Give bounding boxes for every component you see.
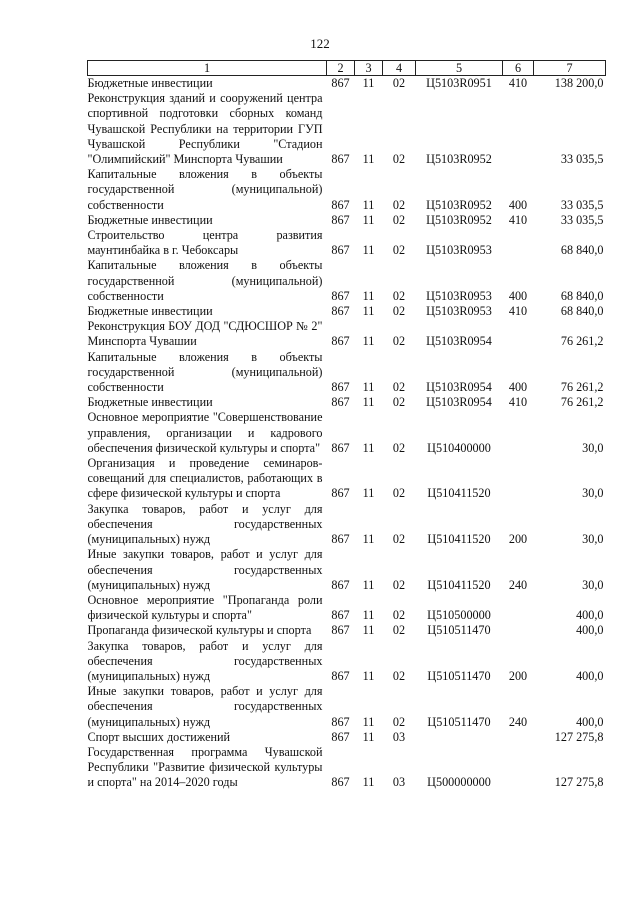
row-admin-code-cell: 867 <box>331 212 350 227</box>
column-header-1: 1 <box>88 61 327 76</box>
row-amount-cell: 400,0 <box>576 714 604 729</box>
row-amount-cell: 68 840,0 <box>560 243 604 258</box>
table-body <box>88 76 606 791</box>
row-name-cell: Капитальные вложения в объекты государственной (муниципальной) собственности <box>87 167 323 212</box>
row-admin-code-cell: 867 <box>331 197 350 212</box>
row-section-cell: 11 <box>362 243 375 258</box>
table-row <box>88 167 606 213</box>
row-target-code-cell: Ц5103R0953 <box>426 304 492 319</box>
row-name-cell: Иные закупки товаров, работ и услуг для обеспечения государственных (муниципальных) нужд <box>87 547 323 592</box>
table-row <box>88 350 606 396</box>
row-expense-type-cell: 410 <box>508 395 528 410</box>
row-subsection-cell: 02 <box>392 608 406 623</box>
row-name-cell: Пропаганда физической культуры и спорта <box>87 623 312 638</box>
row-target-code-cell: Ц510400000 <box>427 440 491 455</box>
row-admin-code-cell: 867 <box>331 623 350 638</box>
row-admin-code-cell: 867 <box>331 288 350 303</box>
row-section-cell: 11 <box>362 668 375 683</box>
row-admin-code-cell: 867 <box>331 775 350 790</box>
row-admin-code-cell: 867 <box>331 729 350 744</box>
table-row <box>88 730 606 745</box>
row-amount-cell: 33 035,5 <box>560 152 604 167</box>
row-name-cell: Реконструкция БОУ ДОД "СДЮСШОР № 2" Минспорта Чувашии <box>87 319 323 349</box>
row-name-cell: Бюджетные инвестиции <box>87 395 213 410</box>
table-row <box>88 91 606 167</box>
row-admin-code-cell: 867 <box>331 668 350 683</box>
table-row <box>88 410 606 456</box>
row-expense-type-cell <box>503 730 534 745</box>
row-subsection-cell: 02 <box>392 304 406 319</box>
row-admin-code-cell: 867 <box>331 608 350 623</box>
row-subsection-cell: 02 <box>392 395 406 410</box>
row-amount-cell: 400,0 <box>576 608 604 623</box>
row-admin-code-cell: 867 <box>331 532 350 547</box>
row-expense-type-cell: 410 <box>508 304 528 319</box>
row-expense-type-cell: 200 <box>508 668 528 683</box>
column-header-4: 4 <box>383 61 416 76</box>
column-header-7: 7 <box>534 61 606 76</box>
row-name-cell: Организация и проведение семинаров-совещаний для специалистов, работающих в сфере физической культуры и спорта <box>87 456 323 501</box>
table-row <box>88 258 606 304</box>
row-subsection-cell: 02 <box>392 380 406 395</box>
table-row <box>88 395 606 410</box>
row-section-cell: 11 <box>362 304 375 319</box>
row-admin-code-cell: 867 <box>331 152 350 167</box>
row-subsection-cell: 02 <box>392 212 406 227</box>
row-amount-cell: 76 261,2 <box>560 380 604 395</box>
row-expense-type-cell <box>503 91 534 167</box>
row-target-code-cell: Ц5103R0951 <box>426 76 492 90</box>
row-expense-type-cell <box>503 319 534 349</box>
row-expense-type-cell <box>503 410 534 456</box>
row-section-cell: 11 <box>362 212 375 227</box>
table-row <box>88 639 606 685</box>
row-amount-cell: 400,0 <box>576 623 604 638</box>
table-row <box>88 213 606 228</box>
row-name-cell: Иные закупки товаров, работ и услуг для обеспечения государственных (муниципальных) нужд <box>87 684 323 729</box>
row-name-cell: Бюджетные инвестиции <box>87 76 213 90</box>
table-row <box>88 623 606 638</box>
row-target-code-cell: Ц5103R0954 <box>426 334 492 349</box>
row-amount-cell: 76 261,2 <box>560 334 604 349</box>
table-row <box>88 319 606 349</box>
table-row <box>88 76 606 92</box>
row-amount-cell: 30,0 <box>582 486 604 501</box>
row-section-cell: 11 <box>362 775 375 790</box>
row-target-code-cell: Ц5103R0953 <box>426 288 492 303</box>
row-amount-cell: 30,0 <box>582 577 604 592</box>
row-expense-type-cell <box>503 623 534 638</box>
row-admin-code-cell: 867 <box>331 577 350 592</box>
column-header-5: 5 <box>416 61 503 76</box>
table-header <box>88 61 606 76</box>
row-name-cell: Капитальные вложения в объекты государственной (муниципальной) собственности <box>87 258 323 303</box>
row-subsection-cell: 02 <box>392 577 406 592</box>
row-name-cell: Закупка товаров, работ и услуг для обеспечения государственных (муниципальных) нужд <box>87 501 323 547</box>
row-amount-cell: 30,0 <box>582 440 604 455</box>
row-amount-cell: 138 200,0 <box>554 76 604 90</box>
row-admin-code-cell: 867 <box>331 380 350 395</box>
row-expense-type-cell: 410 <box>508 212 528 227</box>
row-expense-type-cell <box>503 456 534 502</box>
row-target-code-cell: Ц510511470 <box>427 668 491 683</box>
row-admin-code-cell: 867 <box>331 243 350 258</box>
row-name-cell: Капитальные вложения в объекты государственной (муниципальной) собственности <box>87 349 323 395</box>
row-target-code-cell: Ц510411520 <box>427 532 491 547</box>
row-section-cell: 11 <box>362 152 375 167</box>
table-row <box>88 547 606 593</box>
row-amount-cell: 127 275,8 <box>554 775 604 790</box>
row-amount-cell: 33 035,5 <box>560 212 604 227</box>
column-header-3: 3 <box>355 61 383 76</box>
table-row <box>88 502 606 548</box>
row-admin-code-cell: 867 <box>331 334 350 349</box>
row-target-code-cell: Ц5103R0952 <box>426 212 492 227</box>
row-name-cell: Бюджетные инвестиции <box>87 304 213 319</box>
row-section-cell: 11 <box>362 608 375 623</box>
row-section-cell: 11 <box>362 714 375 729</box>
row-amount-cell: 30,0 <box>582 532 604 547</box>
row-subsection-cell: 02 <box>392 532 406 547</box>
row-subsection-cell: 02 <box>392 288 406 303</box>
row-amount-cell: 68 840,0 <box>560 304 604 319</box>
row-target-code-cell: Ц510411520 <box>427 486 491 501</box>
row-expense-type-cell: 240 <box>508 577 528 592</box>
row-admin-code-cell: 867 <box>331 714 350 729</box>
row-section-cell: 11 <box>362 623 375 638</box>
row-name-cell: Закупка товаров, работ и услуг для обеспечения государственных (муниципальных) нужд <box>87 638 323 683</box>
row-name-cell: Основное мероприятие "Пропаганда роли физической культуры и спорта" <box>87 592 323 623</box>
table-row <box>88 745 606 791</box>
row-target-code-cell: Ц500000000 <box>427 775 491 790</box>
row-section-cell: 11 <box>362 395 375 410</box>
row-target-code-cell: Ц510411520 <box>427 577 491 592</box>
row-expense-type-cell <box>503 745 534 791</box>
row-subsection-cell: 02 <box>392 668 406 683</box>
row-expense-type-cell <box>503 593 534 623</box>
row-amount-cell: 33 035,5 <box>560 197 604 212</box>
row-subsection-cell: 02 <box>392 486 406 501</box>
row-expense-type-cell: 410 <box>508 76 528 90</box>
row-section-cell: 11 <box>362 197 375 212</box>
row-target-code-cell: Ц510511470 <box>427 714 491 729</box>
row-section-cell: 11 <box>362 288 375 303</box>
row-subsection-cell: 02 <box>392 152 406 167</box>
row-section-cell: 11 <box>362 380 375 395</box>
row-subsection-cell: 02 <box>392 334 406 349</box>
row-section-cell: 11 <box>362 577 375 592</box>
row-admin-code-cell: 867 <box>331 440 350 455</box>
row-target-code-cell: Ц5103R0952 <box>426 152 492 167</box>
row-subsection-cell: 02 <box>392 243 406 258</box>
table-row <box>88 456 606 502</box>
table-row <box>88 684 606 730</box>
row-name-cell: Бюджетные инвестиции <box>87 212 213 227</box>
row-expense-type-cell: 400 <box>508 380 528 395</box>
row-amount-cell: 127 275,8 <box>554 729 604 744</box>
row-amount-cell: 68 840,0 <box>560 288 604 303</box>
row-subsection-cell: 02 <box>392 623 406 638</box>
row-admin-code-cell: 867 <box>331 395 350 410</box>
column-header-2: 2 <box>327 61 355 76</box>
row-section-cell: 11 <box>362 334 375 349</box>
row-admin-code-cell: 867 <box>331 486 350 501</box>
row-target-code-cell <box>416 730 503 745</box>
table-row <box>88 228 606 258</box>
row-expense-type-cell: 400 <box>508 197 528 212</box>
page-number: 122 <box>310 36 330 51</box>
row-amount-cell: 76 261,2 <box>560 395 604 410</box>
row-name-cell: Спорт высших достижений <box>87 729 231 744</box>
row-section-cell: 11 <box>362 440 375 455</box>
row-subsection-cell: 02 <box>392 76 406 90</box>
row-name-cell: Государственная программа Чувашской Республики "Развитие физической культуры и спорта" на 2014–2020 годы <box>87 744 323 790</box>
row-name-cell: Строительство центра развития маунтинбайка в г. Чебоксары <box>87 228 323 258</box>
row-section-cell: 11 <box>362 76 375 90</box>
row-target-code-cell: Ц510500000 <box>427 608 491 623</box>
row-name-cell: Реконструкция зданий и сооружений центра спортивной подготовки сборных команд Чувашской Республики на территории ГУП Чувашской Республики "Стадион "Олимпийский" Минспорта Чувашии <box>87 91 323 167</box>
row-name-cell: Основное мероприятие "Совершенствование управления, организации и кадрового обеспечения физической культуры и спорта" <box>87 410 323 455</box>
header-row <box>88 61 606 76</box>
row-target-code-cell: Ц510511470 <box>427 623 491 638</box>
row-expense-type-cell: 200 <box>508 532 528 547</box>
row-section-cell: 11 <box>362 486 375 501</box>
table-row <box>88 304 606 319</box>
row-subsection-cell: 03 <box>392 775 406 790</box>
row-amount-cell: 400,0 <box>576 668 604 683</box>
row-admin-code-cell: 867 <box>331 304 350 319</box>
row-section-cell: 11 <box>362 729 375 744</box>
row-subsection-cell: 03 <box>392 729 406 744</box>
row-admin-code-cell: 867 <box>331 76 350 90</box>
row-subsection-cell: 02 <box>392 714 406 729</box>
row-expense-type-cell: 240 <box>508 714 528 729</box>
row-target-code-cell: Ц5103R0954 <box>426 395 492 410</box>
table-row <box>88 593 606 623</box>
row-target-code-cell: Ц5103R0954 <box>426 380 492 395</box>
budget-table <box>87 60 606 791</box>
column-header-6: 6 <box>503 61 534 76</box>
row-target-code-cell: Ц5103R0953 <box>426 243 492 258</box>
row-expense-type-cell: 400 <box>508 288 528 303</box>
row-subsection-cell: 02 <box>392 197 406 212</box>
row-section-cell: 11 <box>362 532 375 547</box>
row-subsection-cell: 02 <box>392 440 406 455</box>
row-target-code-cell: Ц5103R0952 <box>426 197 492 212</box>
row-expense-type-cell <box>503 228 534 258</box>
